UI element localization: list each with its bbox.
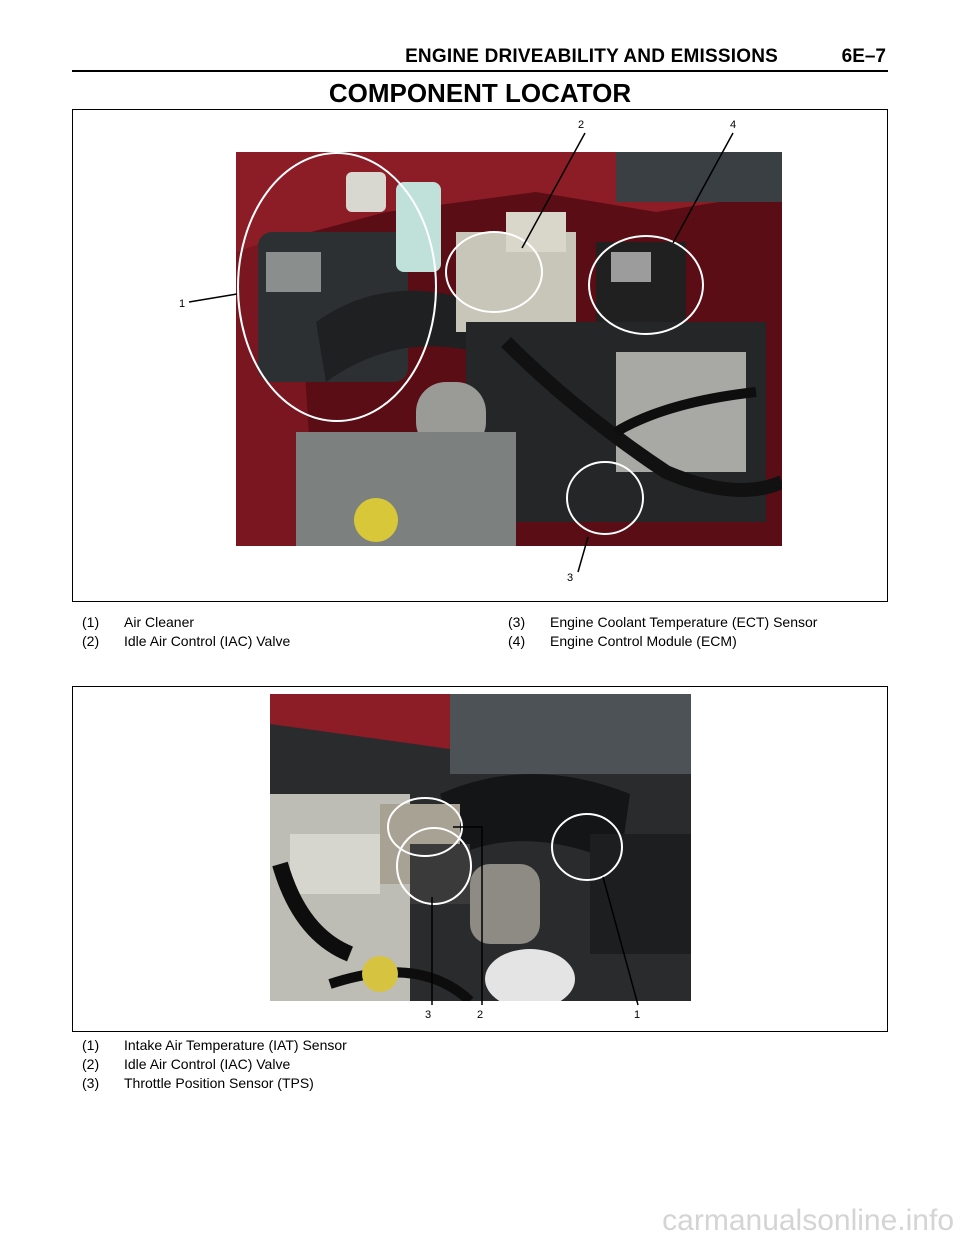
page-title: COMPONENT LOCATOR	[328, 78, 632, 108]
legend-item: (4) Engine Control Module (ECM)	[508, 633, 737, 649]
figure-2-callout-3: 3	[425, 1009, 432, 1021]
figure-1-callout-4: 4	[730, 119, 737, 131]
figure-1-callout-1: 1	[179, 298, 186, 310]
legend-item: (1) Air Cleaner	[82, 614, 195, 630]
figure-1-frame	[72, 109, 888, 602]
page-number: 6E–7	[841, 46, 886, 67]
page-header	[72, 44, 888, 68]
legend-item: (3) Engine Coolant Temperature (ECT) Sensor	[508, 614, 818, 630]
watermark: carmanualsonline.info	[662, 1204, 954, 1237]
section-title: ENGINE DRIVEABILITY AND EMISSIONS	[405, 46, 778, 67]
figure-2-frame	[72, 686, 888, 1032]
header-rule	[72, 70, 888, 72]
legend-item: (3) Throttle Position Sensor (TPS)	[82, 1075, 314, 1091]
figure-1-callout-3: 3	[567, 572, 574, 584]
figure-1-leader-lines	[73, 110, 887, 601]
figure-1-legend-left	[82, 613, 290, 651]
figure-2-callout-2: 2	[477, 1009, 484, 1021]
legend-item: (1) Intake Air Temperature (IAT) Sensor	[82, 1037, 347, 1053]
legend-item: (2) Idle Air Control (IAC) Valve	[82, 633, 291, 649]
figure-2-legend	[82, 1036, 347, 1093]
legend-item: (2) Idle Air Control (IAC) Valve	[82, 1056, 291, 1072]
figure-2-leader-lines	[73, 687, 887, 1031]
figure-1-legend-right	[508, 613, 817, 651]
figure-1-callout-2: 2	[578, 119, 585, 131]
figure-2-callout-1: 1	[634, 1009, 641, 1021]
